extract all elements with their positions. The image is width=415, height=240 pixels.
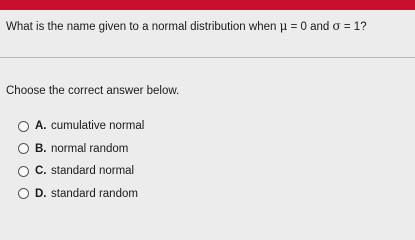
option-label: normal random [51,142,129,155]
option-a[interactable] [18,115,144,138]
question-part1: What is the name given to a normal distribution when [6,21,280,33]
option-letter: C. [35,165,47,178]
option-letter: B. [35,142,47,155]
option-c[interactable] [18,160,144,183]
answer-options [18,115,144,205]
radio-button-icon[interactable] [18,188,29,199]
option-label: standard normal [51,165,135,178]
option-d[interactable] [18,183,144,206]
radio-button-icon[interactable] [18,166,29,177]
answer-prompt: Choose the correct answer below. [6,85,180,97]
section-divider [0,57,415,58]
option-letter: A. [35,120,47,133]
question-eq2: = 1? [340,21,367,33]
option-b[interactable] [18,138,144,161]
question-eq1: = 0 and [287,21,333,33]
radio-button-icon[interactable] [18,121,29,132]
top-accent-bar [0,0,415,10]
question-text [6,19,367,33]
option-letter: D. [35,187,47,200]
sigma-symbol: σ [332,19,341,33]
option-label: standard random [51,187,138,200]
radio-button-icon[interactable] [18,143,29,154]
mu-symbol: μ [279,19,288,33]
option-label: cumulative normal [51,120,145,133]
